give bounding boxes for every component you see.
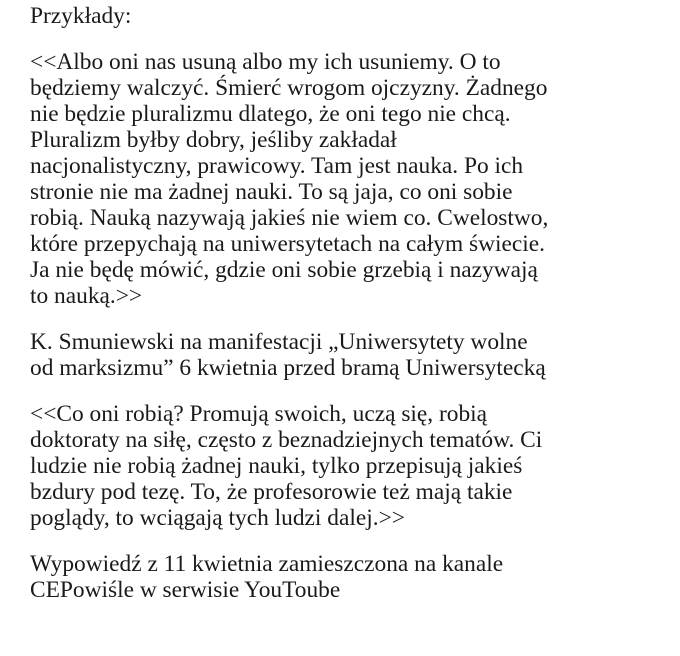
source-2: [30, 551, 675, 603]
quote-2-line: poglądy, to wciągają tych ludzi dalej.>>: [30, 505, 405, 531]
quote-1-line: stronie nie ma żadnej nauki. To są jaja, co oni sobie: [30, 179, 513, 205]
quote-2-line: <<Co oni robią? Promują swoich, uczą się, robią: [30, 401, 488, 427]
quote-2-line: ludzie nie robią żadnej nauki, tylko przepisują jakieś: [30, 453, 523, 479]
quote-2-line: doktoraty na siłę, często z beznadziejnych tematów. Ci: [30, 427, 543, 453]
quote-1-line: Ja nie będę mówić, gdzie oni sobie grzebią i nazywają: [30, 257, 538, 283]
document-text: [30, 0, 675, 603]
quote-2-line: bzdury pod tezę. To, że profesorowie też mają takie: [30, 479, 513, 505]
examples-heading: [30, 3, 675, 29]
heading-text: Przykłady:: [30, 3, 132, 29]
quote-1-line: będziemy walczyć. Śmierć wrogom ojczyzny. Żadnego: [30, 75, 548, 101]
quote-1-line: nie będzie pluralizmu dlatego, że oni tego nie chcą.: [30, 101, 511, 127]
source-1: [30, 329, 675, 381]
quote-1-line: Pluralizm byłby dobry, jeśliby zakładał: [30, 127, 397, 153]
quote-1-line: to nauką.>>: [30, 283, 143, 309]
quote-1: [30, 49, 675, 309]
quote-1-line: robią. Nauką nazywają jakieś nie wiem co. Cwelostwo,: [30, 205, 549, 231]
source-2-line: CEPowiśle w serwisie YouToube: [30, 577, 341, 603]
quote-1-line: nacjonalistyczny, prawicowy. Tam jest nauka. Po ich: [30, 153, 524, 179]
source-1-line: K. Smuniewski na manifestacji „Uniwersytety wolne: [30, 329, 528, 355]
source-2-line: Wypowiedź z 11 kwietnia zamieszczona na kanale: [30, 551, 504, 577]
quote-2: [30, 401, 675, 531]
quote-1-line: <<Albo oni nas usuną albo my ich usuniemy. O to: [30, 49, 501, 75]
quote-1-line: które przepychają na uniwersytetach na całym świecie.: [30, 231, 546, 257]
source-1-line: od marksizmu” 6 kwietnia przed bramą Uniwersytecką: [30, 355, 546, 381]
